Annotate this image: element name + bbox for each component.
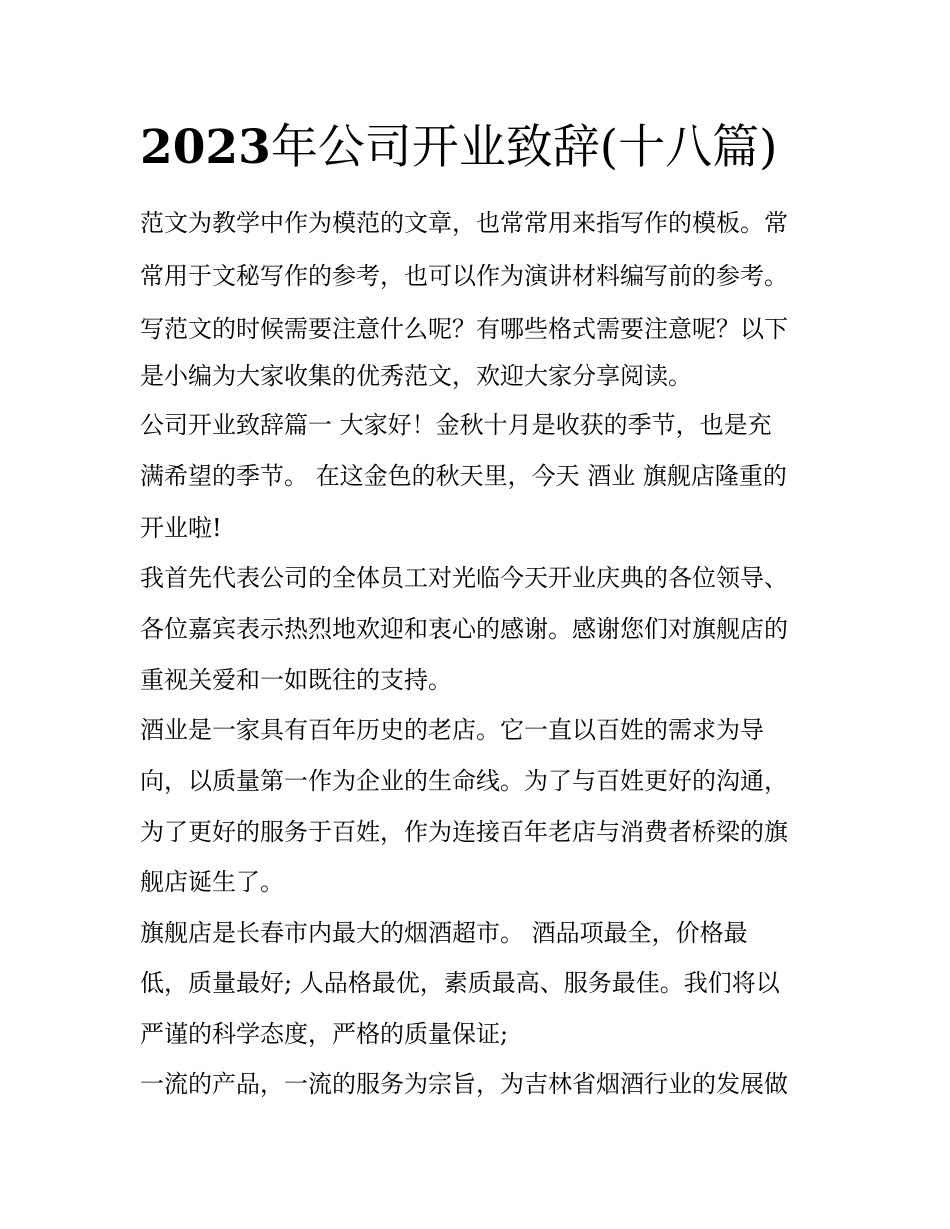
body-line: 我首先代表公司的全体员工对光临今天开业庆典的各位领导、 xyxy=(140,564,788,592)
body-line: 旗舰店是长春市内最大的烟酒超市。 酒品项最全，价格最 xyxy=(140,919,748,947)
body-line: 范文为教学中作为模范的文章，也常常用来指写作的模板。常 xyxy=(140,209,788,237)
title-text: 年公司开业致辞(十八篇) xyxy=(270,120,778,175)
body-line: 写范文的时候需要注意什么呢？有哪些格式需要注意呢？以下 xyxy=(140,315,788,343)
body-line: 一流的产品，一流的服务为宗旨，为吉林省烟酒行业的发展做 xyxy=(140,1070,788,1098)
body-line: 公司开业致辞篇一 大家好！金秋十月是收获的季节，也是充 xyxy=(140,411,772,439)
body-line: 满希望的季节。 在这金色的秋天里，今天 酒业 旗舰店隆重的 xyxy=(140,462,787,490)
body-line: 酒业是一家具有百年历史的老店。它一直以百姓的需求为导 xyxy=(140,716,764,744)
body-line: 是小编为大家收集的优秀范文，欢迎大家分享阅读。 xyxy=(140,362,692,390)
body-line: 各位嘉宾表示热烈地欢迎和衷心的感谢。感谢您们对旗舰店的 xyxy=(140,615,788,643)
title-year: 2023 xyxy=(140,120,271,175)
document-title xyxy=(140,118,860,178)
body-line: 舰店诞生了。 xyxy=(140,868,284,896)
body-line: 向，以质量第一作为企业的生命线。为了与百姓更好的沟通， xyxy=(140,767,788,795)
body-line: 低，质量最好; 人品格最优，素质最高、服务最佳。我们将以 xyxy=(140,969,780,997)
body-line: 常用于文秘写作的参考，也可以作为演讲材料编写前的参考。 xyxy=(140,262,788,290)
body-line: 开业啦! xyxy=(140,514,222,542)
body-line: 为了更好的服务于百姓，作为连接百年老店与消费者桥梁的旗 xyxy=(140,818,788,846)
body-line: 严谨的科学态度，严格的质量保证; xyxy=(140,1020,509,1048)
body-line: 重视关爱和一如既往的支持。 xyxy=(140,666,452,694)
